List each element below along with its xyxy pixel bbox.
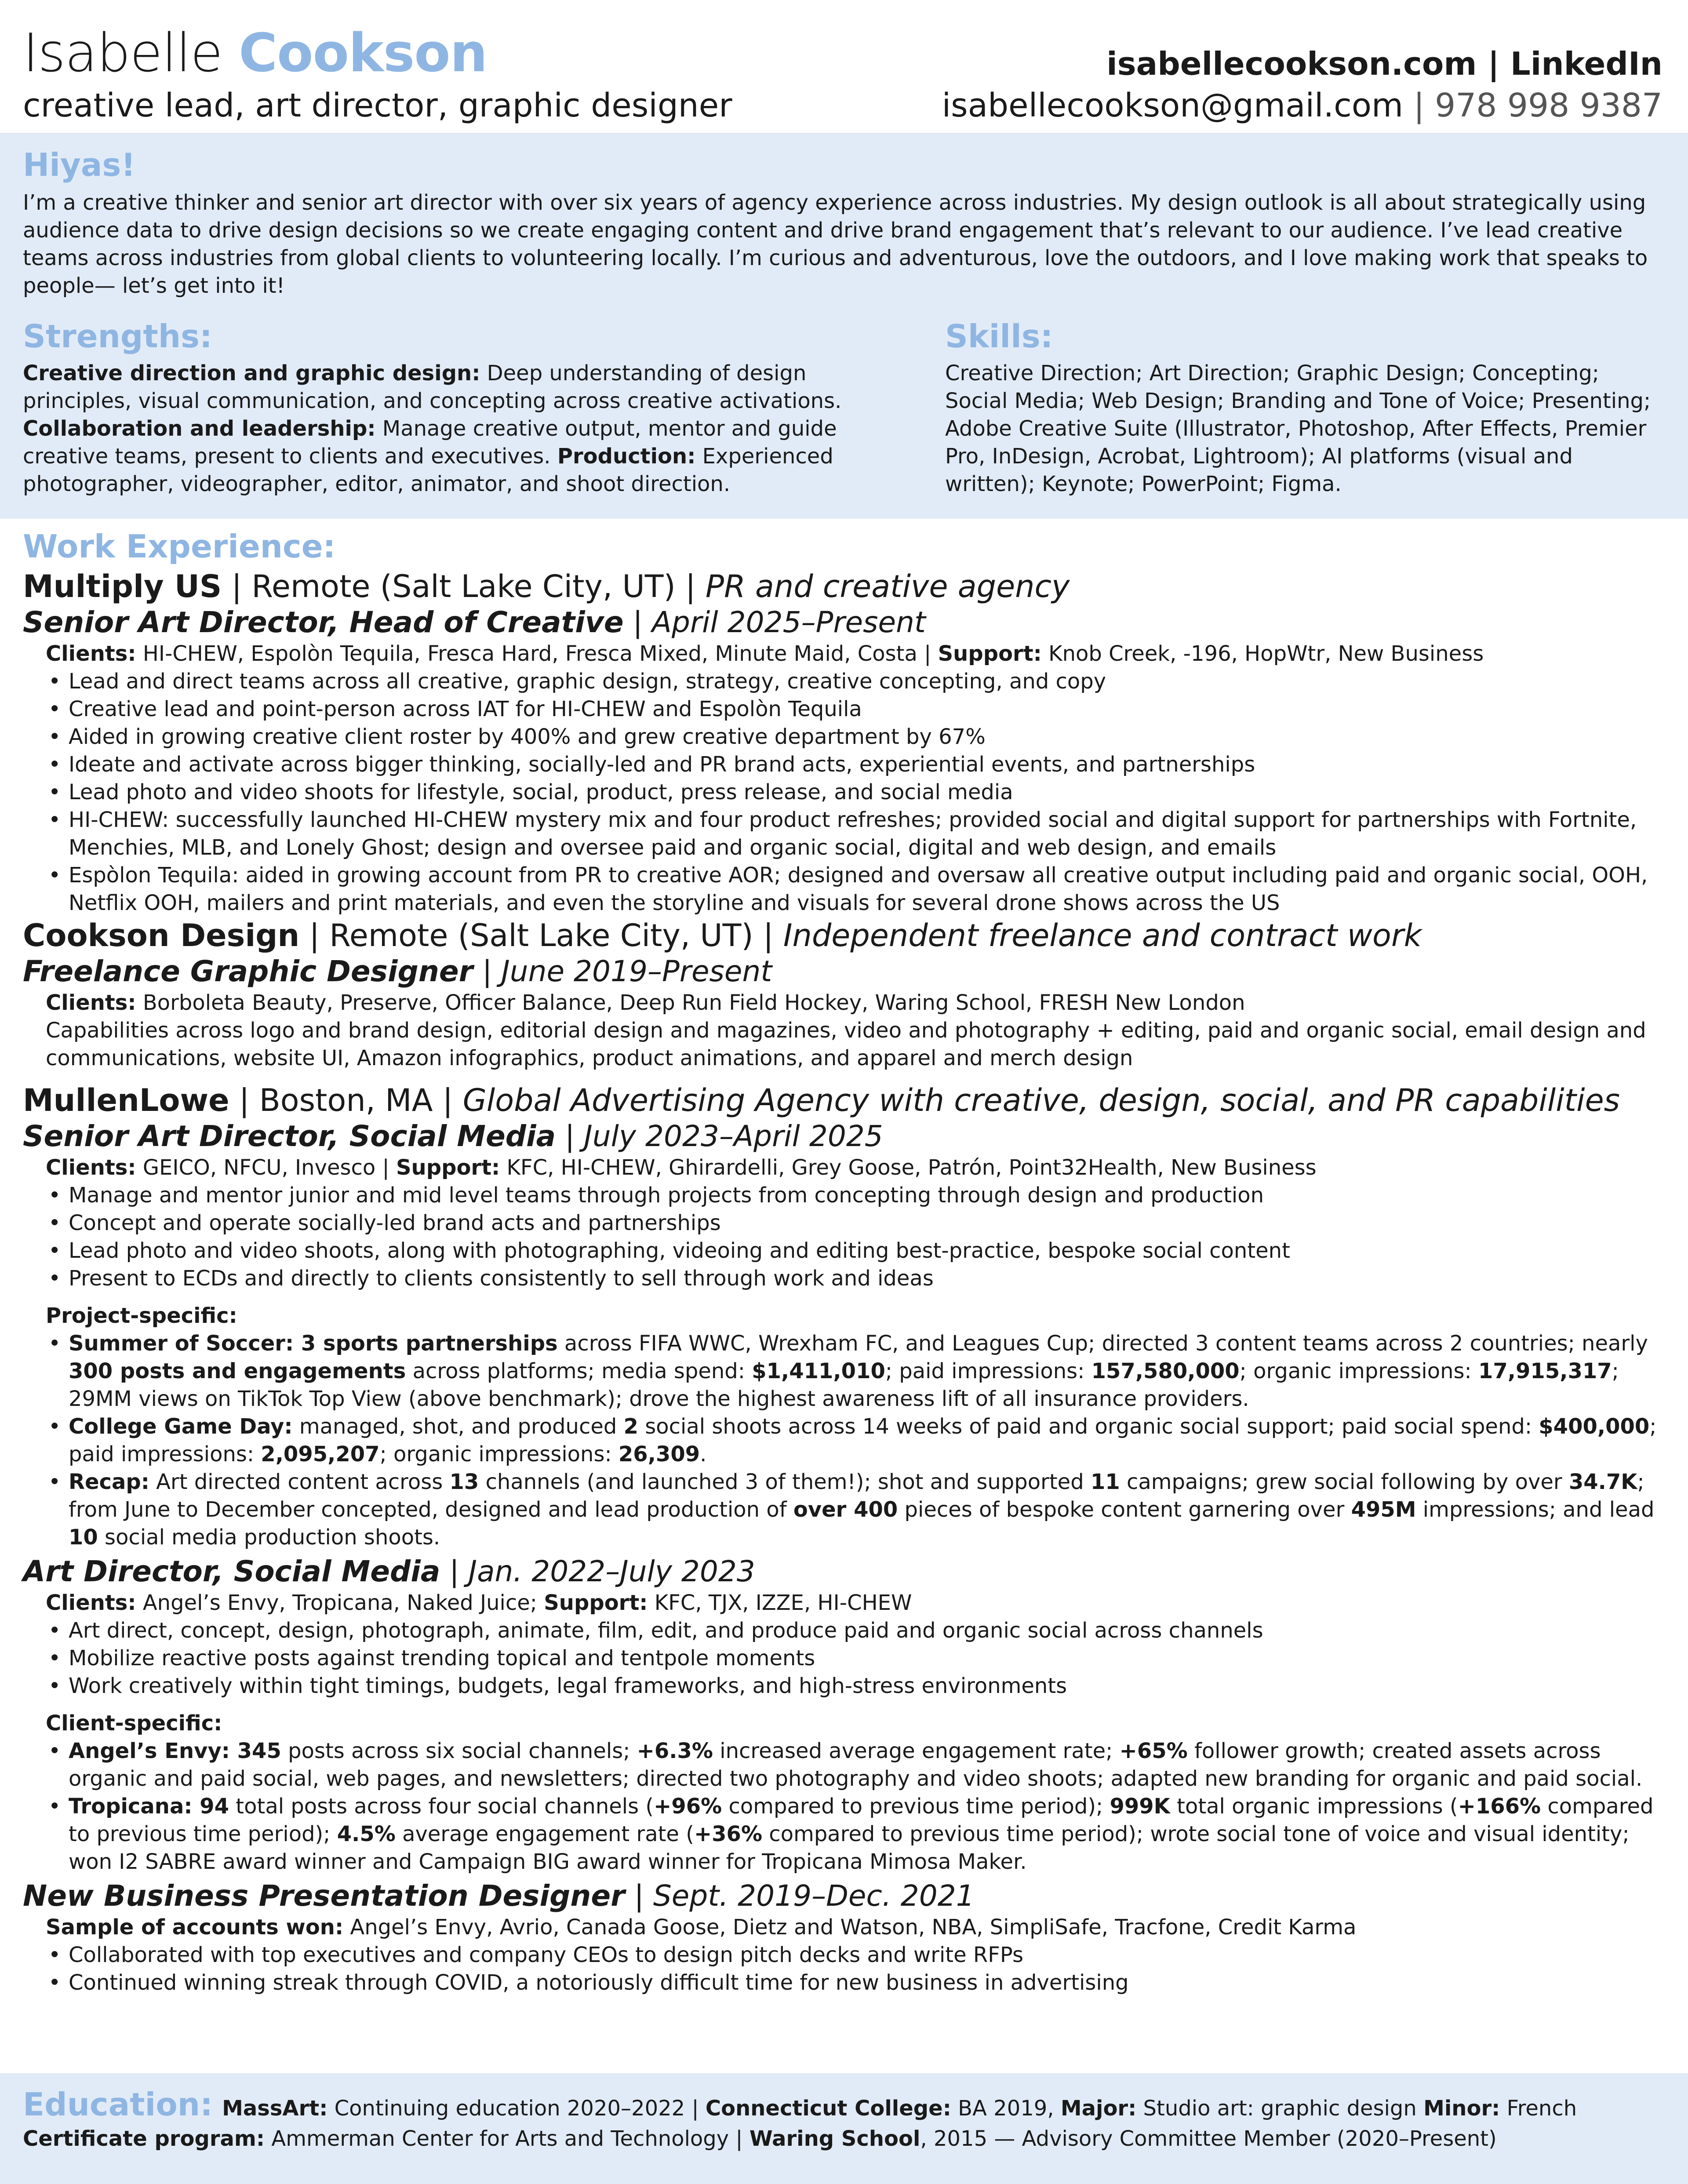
list-item xyxy=(46,1793,1667,1876)
strengths-text xyxy=(23,360,915,498)
item-stat: 495M xyxy=(1351,1497,1416,1522)
item-stat: over 400 xyxy=(793,1497,898,1522)
list-item: • HI-CHEW: successfully launched HI-CHEW mystery mix and four product refreshes; provided social and digital support for partnerships with Fortnite, Menchies, MLB, and Lonely Ghost; design and oversee paid and organic social, digital and web design, and emails xyxy=(46,806,1667,862)
education xyxy=(23,2085,1667,2153)
project-specific-heading: Project-specific: xyxy=(46,1303,237,1328)
work-title: Work Experience: xyxy=(23,528,336,565)
item-stat: 10 xyxy=(69,1525,98,1550)
item-label: Tropicana: xyxy=(69,1794,193,1819)
clients-label: Clients: xyxy=(46,1591,136,1615)
item-stat: +96% xyxy=(654,1794,722,1819)
job-details xyxy=(46,640,1667,917)
item-text: posts across six social channels; xyxy=(281,1739,637,1763)
clients-line xyxy=(46,1154,1667,1182)
role-heading xyxy=(23,954,1667,989)
item-text: average engagement rate ( xyxy=(395,1822,694,1846)
company-heading xyxy=(23,1082,1667,1119)
list-item xyxy=(46,1330,1667,1413)
item-stat: +65% xyxy=(1119,1739,1188,1763)
clients-line xyxy=(46,640,1667,668)
item-text: across FIFA WWC, Wrexham FC, and Leagues Cup; directed 3 content teams across 2 countries; nearly xyxy=(557,1331,1648,1356)
clients-line xyxy=(46,989,1667,1017)
role-title: Senior Art Director, Head of Creative xyxy=(23,605,624,639)
company-name: Cookson Design xyxy=(23,917,300,954)
clients-list: HI-CHEW, Espolòn Tequila, Fresca Hard, Fresca Mixed, Minute Maid, Costa | xyxy=(136,641,938,666)
item-stat: +36% xyxy=(694,1822,763,1846)
item-label: Recap: xyxy=(69,1470,149,1494)
intro-text: I’m a creative thinker and senior art director with over six years of agency experience across industries. My design outlook is all about strategically using audience data to drive design decisions so we create engaging content and drive brand engagement that’s relevant to our audience. I’ve lead creative teams across industries from global clients to volunteering locally. I’m curious and adventurous, love the outdoors, and I love making work that speaks to people— let’s get into it! xyxy=(23,190,1648,298)
item-text: total organic impressions ( xyxy=(1170,1794,1458,1819)
list-item: • Espòlon Tequila: aided in growing account from PR to creative AOR; designed and oversaw all creative output including paid and organic social, OOH, Netflix OOH, mailers and print materials, and even the storyline and visuals for several drone shows across the US xyxy=(46,862,1667,917)
list-item: • Ideate and activate across bigger thinking, socially-led and PR brand acts, experiential events, and partnerships xyxy=(46,751,1667,779)
support-list: Knob Creek, -196, HopWtr, New Business xyxy=(1041,641,1484,666)
item-stat: +6.3% xyxy=(637,1739,713,1763)
major-label: Major: xyxy=(1060,2096,1137,2121)
accounts-label: Sample of accounts won: xyxy=(46,1915,344,1940)
list-item: • Aided in growing creative client roster by 400% and grew creative department by 67% xyxy=(46,723,1667,751)
item-text: increased average engagement rate; xyxy=(713,1739,1120,1763)
item-text: pieces of bespoke content garnering over xyxy=(898,1497,1351,1522)
phone-number: 978 998 9387 xyxy=(1435,87,1663,124)
bullet-list xyxy=(46,1941,1667,1997)
clients-list: Angel’s Envy, Tropicana, Naked Juice; xyxy=(136,1591,544,1615)
strength-label: Creative direction and graphic design: xyxy=(23,361,480,386)
company-description: PR and creative agency xyxy=(705,568,1070,604)
item-stat: $400,000 xyxy=(1539,1414,1650,1439)
item-text: follower growth; created assets across organic and paid social, web pages, and newsletters; directed two photography and video shoots; adapted new branding for organic and paid social. xyxy=(69,1739,1643,1791)
intro-title: Hiyas! xyxy=(23,146,136,183)
list-item xyxy=(46,1737,1667,1793)
item-text: Art directed content across xyxy=(149,1470,450,1494)
item-stat: 4.5% xyxy=(337,1822,396,1846)
strength-label: Production: xyxy=(557,444,696,469)
item-stat: 13 xyxy=(449,1470,479,1494)
school-text: , 2015 — Advisory Committee Member (2020–Present) xyxy=(920,2126,1497,2151)
company-heading xyxy=(23,917,1667,954)
tagline: creative lead, art director, graphic designer xyxy=(23,87,732,124)
header-links xyxy=(1106,40,1663,88)
school-text: Continuing education 2020–2022 | xyxy=(327,2096,706,2121)
item-text: ; organic impressions: xyxy=(1239,1359,1478,1383)
accounts-list: Angel’s Envy, Avrio, Canada Goose, Dietz and Watson, NBA, SimpliSafe, Tracfone, Credit Karma xyxy=(343,1915,1357,1940)
list-item: • Lead photo and video shoots, along with photographing, videoing and editing best-practice, bespoke social content xyxy=(46,1237,1667,1265)
item-stat: 3 sports partnerships xyxy=(294,1331,558,1356)
item-text: channels (and launched 3 of them!); shot and supported xyxy=(479,1470,1091,1494)
item-stat: $1,411,010 xyxy=(752,1359,885,1383)
clients-label: Clients: xyxy=(46,990,136,1015)
job-details xyxy=(46,989,1667,1072)
school-label: MassArt: xyxy=(222,2096,328,2121)
item-text: across platforms; media spend: xyxy=(406,1359,752,1383)
clients-label: Clients: xyxy=(46,1155,136,1180)
role-dates: | June 2019–Present xyxy=(473,954,772,988)
skills-title: Skills: xyxy=(945,318,1053,355)
item-text: managed, shot, and produced xyxy=(292,1414,624,1439)
school-label: Connecticut College: xyxy=(705,2096,951,2121)
bullet-list xyxy=(46,668,1667,917)
role-heading xyxy=(23,1878,1667,1914)
list-item: • Manage and mentor junior and mid level teams through projects from concepting through design and production xyxy=(46,1182,1667,1209)
item-stat: 2,095,207 xyxy=(261,1442,380,1467)
clients-list: GEICO, NFCU, Invesco | xyxy=(136,1155,396,1180)
company-name: Multiply US xyxy=(23,568,222,604)
item-stat: 300 posts and engagements xyxy=(69,1359,406,1383)
list-item: • Continued winning streak through COVID, a notoriously difficult time for new business in advertising xyxy=(46,1969,1667,1997)
item-stat: 34.7K xyxy=(1568,1470,1637,1494)
role-title: Freelance Graphic Designer xyxy=(23,954,473,988)
support-label: Support: xyxy=(544,1591,648,1615)
education-title: Education: xyxy=(23,2086,213,2123)
item-text: compared to previous time period); wrote social tone of voice and visual identity; won I2 SABRE award winner and Campaign BIG award winner for Tropicana Mimosa Maker. xyxy=(69,1822,1630,1874)
school-text: BA 2019, xyxy=(951,2096,1061,2121)
strength-label: Collaboration and leadership: xyxy=(23,416,376,441)
first-name: Isabelle xyxy=(23,23,222,84)
job-details xyxy=(46,1154,1667,1551)
company-heading xyxy=(23,568,1667,605)
item-label: Summer of Soccer: xyxy=(69,1331,294,1356)
item-stat: 17,915,317 xyxy=(1478,1359,1612,1383)
list-item: • Mobilize reactive posts against trending topical and tentpole moments xyxy=(46,1645,1667,1672)
item-text: ; organic impressions: xyxy=(379,1442,618,1467)
contact-info xyxy=(942,84,1663,127)
role-title: Senior Art Director, Social Media xyxy=(23,1119,556,1153)
item-text: compared to previous time period); xyxy=(69,1794,1654,1846)
list-item: • Work creatively within tight timings, budgets, legal frameworks, and high-stress environments xyxy=(46,1672,1667,1700)
email-link[interactable]: isabellecookson@gmail.com xyxy=(942,87,1404,124)
list-item: • Art direct, concept, design, photograph, animate, film, edit, and produce paid and organic social across channels xyxy=(46,1617,1667,1645)
work-experience xyxy=(23,527,1667,1997)
role-title: New Business Presentation Designer xyxy=(23,1879,625,1913)
list-item xyxy=(46,1468,1667,1551)
item-text: ; paid impressions: xyxy=(69,1414,1657,1467)
list-item: • Lead photo and video shoots for lifestyle, social, product, press release, and social media xyxy=(46,779,1667,806)
list-item: • Present to ECDs and directly to clients consistently to sell through work and ideas xyxy=(46,1265,1667,1292)
list-item: • Creative lead and point-person across IAT for HI-CHEW and Espolòn Tequila xyxy=(46,695,1667,723)
bullet-list xyxy=(46,1182,1667,1292)
education-line xyxy=(23,2085,1667,2124)
item-stat: +166% xyxy=(1458,1794,1541,1819)
item-text: ; 29MM views on TikTok Top View (above benchmark); drove the highest awareness lift of all insurance providers. xyxy=(69,1359,1619,1411)
list-item xyxy=(46,1413,1667,1468)
education-line xyxy=(23,2124,1667,2153)
strength-text: Experienced photographer, videographer, editor, animator, and shoot direction. xyxy=(23,444,833,496)
certificate-text: Ammerman Center for Arts and Technology | xyxy=(265,2126,749,2151)
role-dates: | Sept. 2019–Dec. 2021 xyxy=(625,1879,975,1913)
role-heading xyxy=(23,605,1667,640)
company-location: | Remote (Salt Lake City, UT) | xyxy=(299,917,783,954)
clients-line xyxy=(46,1589,1667,1617)
list-item: • Collaborated with top executives and company CEOs to design pitch decks and write RFPs xyxy=(46,1941,1667,1969)
clients-label: Clients: xyxy=(46,641,136,666)
item-text: ; paid impressions: xyxy=(885,1359,1091,1383)
item-stat: 2 xyxy=(623,1414,639,1439)
company-location: | Remote (Salt Lake City, UT) | xyxy=(222,568,706,604)
capabilities-text: Capabilities across logo and brand design, editorial design and magazines, video and photography + editing, paid and organic social, email design and communications, website UI, Amazon infographics, product animations, and apparel and merch design xyxy=(46,1018,1646,1070)
support-label: Support: xyxy=(396,1155,500,1180)
full-name xyxy=(23,23,487,84)
company-name: MullenLowe xyxy=(23,1082,229,1118)
company-location: | Boston, MA | xyxy=(229,1082,463,1118)
item-label: Angel’s Envy: xyxy=(69,1739,230,1763)
job-details xyxy=(46,1914,1667,1997)
client-specific-heading: Client-specific: xyxy=(46,1711,222,1736)
role-dates: | Jan. 2022–July 2023 xyxy=(440,1554,755,1588)
item-text: impressions; and lead xyxy=(1416,1497,1655,1522)
item-stat: 94 xyxy=(192,1794,229,1819)
item-stat: 999K xyxy=(1110,1794,1170,1819)
website-link[interactable]: isabellecookson.com xyxy=(1106,45,1477,82)
company-description: Independent freelance and contract work xyxy=(783,917,1422,954)
item-text: ; from June to December concepted, designed and lead production of xyxy=(69,1470,1644,1522)
item-stat: 157,580,000 xyxy=(1091,1359,1240,1383)
support-list: KFC, TJX, IZZE, HI-CHEW xyxy=(648,1591,912,1615)
major-text: Studio art: graphic design xyxy=(1136,2096,1424,2121)
item-text: social media production shoots. xyxy=(98,1525,440,1550)
minor-text: French xyxy=(1500,2096,1577,2121)
link-separator: | xyxy=(1488,45,1499,82)
linkedin-link[interactable]: LinkedIn xyxy=(1510,45,1663,82)
clients-list: Borboleta Beauty, Preserve, Officer Balance, Deep Run Field Hockey, Waring School, FRESH New London xyxy=(136,990,1245,1015)
strength-text: Deep understanding of design principles, visual communication, and concepting across creative activations. xyxy=(23,361,842,413)
certificate-label: Certificate program: xyxy=(23,2126,265,2151)
role-heading xyxy=(23,1554,1667,1589)
item-text: . xyxy=(700,1442,707,1467)
school-label: Waring School xyxy=(749,2126,920,2151)
last-name: Cookson xyxy=(239,23,487,84)
company-description: Global Advertising Agency with creative, design, social, and PR capabilities xyxy=(462,1082,1620,1118)
item-text: campaigns; grew social following by over xyxy=(1120,1470,1569,1494)
item-stat: 345 xyxy=(229,1739,281,1763)
strengths-title: Strengths: xyxy=(23,318,212,355)
item-text: total posts across four social channels ( xyxy=(229,1794,654,1819)
header xyxy=(0,0,1688,132)
bullet-list xyxy=(46,1617,1667,1700)
role-title: Art Director, Social Media xyxy=(23,1554,440,1588)
item-stat: 26,309 xyxy=(618,1442,700,1467)
item-stat: 11 xyxy=(1090,1470,1120,1494)
role-dates: | April 2025–Present xyxy=(623,605,926,639)
strength-text: Manage creative output, mentor and guide creative teams, present to clients and executives. xyxy=(23,416,837,469)
accounts-line xyxy=(46,1914,1667,1941)
item-label: College Game Day: xyxy=(69,1414,293,1439)
support-list: KFC, HI-CHEW, Ghirardelli, Grey Goose, Patrón, Point32Health, New Business xyxy=(500,1155,1317,1180)
item-text: social shoots across 14 weeks of paid and organic social support; paid social spend: xyxy=(638,1414,1539,1439)
support-label: Support: xyxy=(938,641,1042,666)
skills-text: Creative Direction; Art Direction; Graphic Design; Concepting; Social Media; Web Design; Branding and Tone of Voice; Presenting; Adobe Creative Suite (Illustrator, Photoshop, After Effects, Premier Pro, InDesign, Acrobat, Lightroom); AI platforms (visual and written); Keynote; PowerPoint; Figma. xyxy=(945,361,1651,496)
minor-label: Minor: xyxy=(1423,2096,1500,2121)
list-item: • Concept and operate socially-led brand acts and partnerships xyxy=(46,1209,1667,1237)
bullet-list xyxy=(46,1330,1667,1551)
list-item: • Lead and direct teams across all creative, graphic design, strategy, creative concepting, and copy xyxy=(46,668,1667,695)
contact-separator: | xyxy=(1413,87,1425,124)
job-details xyxy=(46,1589,1667,1876)
role-dates: | July 2023–April 2025 xyxy=(556,1119,883,1153)
role-heading xyxy=(23,1119,1667,1154)
item-text: compared to previous time period); xyxy=(722,1794,1110,1819)
bullet-list xyxy=(46,1737,1667,1876)
